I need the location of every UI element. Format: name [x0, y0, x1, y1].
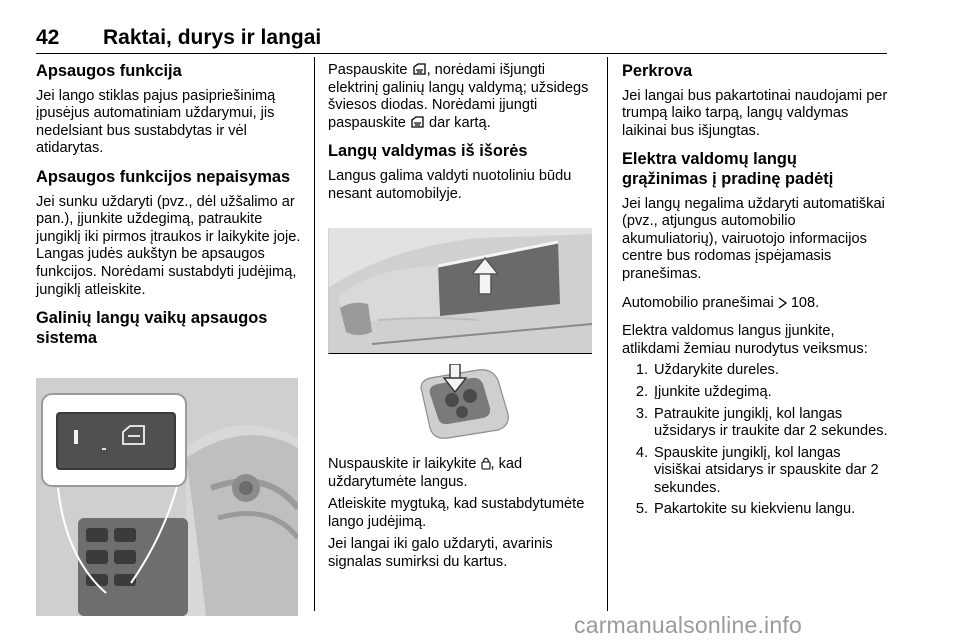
- text-press-a: Paspauskite: [328, 62, 408, 78]
- heading-override: Apsaugos funkcijos nepaisymas: [36, 167, 291, 186]
- key-fob-illustration: [408, 364, 518, 440]
- list-item: 3. Patraukite jungiklį, kol langas užsidarys ir traukite dar 2 sekundes.: [635, 405, 888, 440]
- text-hold-button: [328, 456, 592, 491]
- column-2-lower: [328, 456, 592, 572]
- list-item: 1. Uždarykite dureles.: [635, 362, 779, 379]
- child-lock-switch-illustration: [36, 378, 298, 616]
- column-3: [622, 62, 890, 523]
- text-overload: Jei langai bus pakartotinai naudojami per trumpą laiko tarpą, langų valdymas laikinai bus išjungtas.: [622, 87, 888, 139]
- text-reset: Jei langų negalima uždaryti automatiškai (pvz., atjungus automobilio akumuliatorių), vairuotojo informacijos centre bus rodomas įspėjamasis pranešimas.: [622, 195, 885, 282]
- watermark: carmanualsonline.info: [574, 612, 802, 638]
- header-rule: [36, 53, 887, 54]
- rear-window-lock-icon: [412, 62, 427, 76]
- column-divider-2: [607, 57, 608, 611]
- text-hazard-flash: Jei langai iki galo uždaryti, avarinis signalas sumirksi du kartus.: [328, 536, 553, 570]
- heading-reset-line2: grąžinimas į pradinę padėtį: [622, 169, 834, 188]
- text-remote-operation: Langus galima valdyti nuotoliniu būdu nesant automobilyje.: [328, 167, 572, 202]
- text-hold-a: Nuspauskite ir laikykite: [328, 456, 477, 472]
- text-press-button: [328, 62, 592, 132]
- text-override: Jei sunku uždaryti (pvz., dėl užšalimo ar pan.), įjunkite uždegimą, patraukite jungiklį iki pirmos įtraukos ir laikykite joje. Langas judės aukštyn be apsaugos funkcijos. Norėdami sustabdyti judėjimą, jungiklį atleiskite.: [36, 193, 301, 298]
- page-title: Raktai, durys ir langai: [103, 26, 322, 49]
- text-activate: Elektra valdomus langus įjunkite, atlikdami žemiau nurodytus veiksmus:: [622, 323, 868, 357]
- heading-child-safety: Galinių langų vaikų apsaugos sistema: [36, 309, 268, 347]
- list-item: 2. Įjunkite uždegimą.: [635, 383, 772, 400]
- text-hold-b: , kad uždarytumėte langus.: [328, 456, 523, 490]
- text-vehicle-messages-label: Automobilio pranešimai: [622, 294, 774, 311]
- column-divider-1: [314, 57, 315, 611]
- list-item: 5. Pakartokite su kiekvienu langu.: [635, 501, 856, 518]
- column-2: [328, 62, 592, 203]
- text-safety-function: Jei lango stiklas pajus pasipriešinimą įpusėjus automatiniam uždarymui, jis nedelsiant bus sustabdytas ir vėl atidarytas.: [36, 87, 276, 157]
- text-press-c: dar kartą.: [429, 114, 491, 131]
- heading-safety-function: Apsaugos funkcija: [36, 62, 182, 80]
- text-vehicle-messages-ref: 108.: [786, 294, 820, 311]
- heading-remote-operation: Langų valdymas iš išorės: [328, 142, 528, 161]
- page-number: 42: [36, 26, 60, 49]
- car-window-illustration: [328, 228, 592, 354]
- list-item: 4. Spauskite jungiklį, kol langas visiškai atsidarys ir spauskite dar 2 sekundes.: [635, 444, 879, 496]
- text-release-button: Atleiskite mygtuką, kad sustabdytumėte lango judėjimą.: [328, 496, 585, 530]
- steps-list: [622, 362, 890, 519]
- rear-window-lock-icon: [410, 115, 425, 129]
- page-reference-icon: [778, 297, 787, 309]
- column-1: [36, 62, 302, 348]
- heading-reset-line1: Elektra valdomų langų: [622, 150, 797, 169]
- heading-overload: Perkrova: [622, 62, 693, 80]
- lock-button-icon: [481, 456, 491, 470]
- text-vehicle-messages: [622, 295, 890, 313]
- text-press-b: , norėdami išjungti elektrinį galinių langų valdymą; užsidegs šviesos diodas. Norėdami įjungti paspauskite: [328, 62, 589, 131]
